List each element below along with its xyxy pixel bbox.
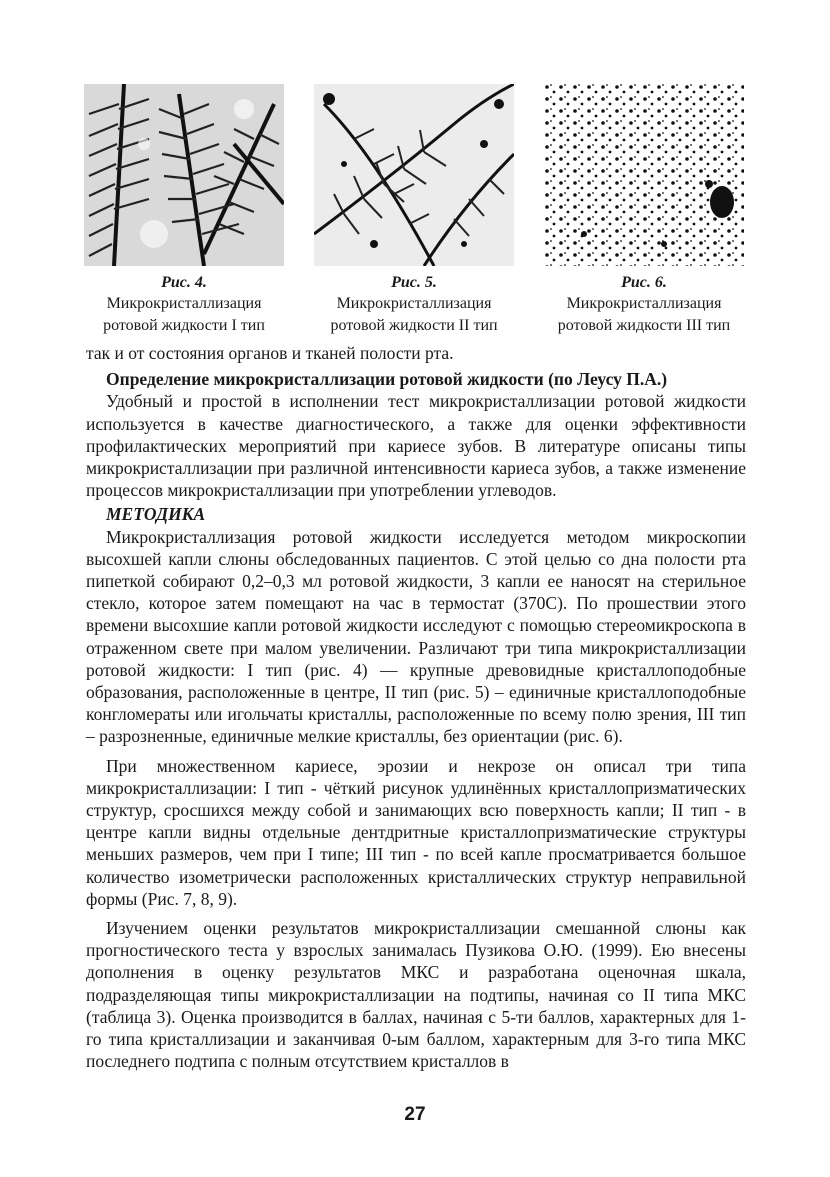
- figure-caption-line: ротовой жидкости I тип: [103, 317, 265, 334]
- continuation-line: так и от состояния органов и тканей полости рта.: [86, 343, 454, 363]
- microcrystallization-type-3-image: [544, 84, 744, 266]
- paragraph: Микрокристаллизация ротовой жидкости исследуется методом микроскопии высохшей капли слюны обследованных пациентов. С этой целью со дна полости рта пипеткой собирают 0,2–0,3 мл ротовой жидкости, 3 капли ее наносят на стерильное стекло, которое затем помещают на час в термостат (370С). По прошествии этого времени высохшие капли ротовой жидкости исследуют с помощью стереомикроскопа в отраженном свете при малом увеличении. Различают три типа микрокристаллизации ротовой жидкости: I тип (рис. 4) — крупные древовидные кристаллоподобные образования, расположенные в центре, II тип (рис. 5) – единичные кристаллоподобные конгломераты или игольчаты кристаллы, расположенные по всему полю зрения, III тип – разрозненные, единичные мелкие кристаллы, без ориентации (рис. 6).: [86, 526, 746, 747]
- microcrystallization-type-2-image: [314, 84, 514, 266]
- section-heading: Определение микрокристаллизации ротовой жидкости (по Леусу П.А.): [106, 369, 668, 390]
- body-text: [86, 342, 746, 1073]
- figure-caption-line: Микрокристаллизация: [106, 295, 262, 312]
- method-heading: МЕТОДИКА: [106, 504, 206, 525]
- figure-number: Рис. 5.: [391, 274, 437, 291]
- figure-caption-line: ротовой жидкости II тип: [330, 317, 498, 334]
- page-number: 27: [404, 1104, 426, 1125]
- paragraph: При множественном кариесе, эрозии и некрозе он описал три типа микрокристаллизации: I тип - чёткий рисунок удлинённых кристаллопризматических структур, сросшихся между собой и занимающих всю поверхность капли; II тип - в центре капли видны отдельные дентдритные кристаллопризматические структуры меньших размеров, чем при I типе; III тип - по всей капле просматривается большое количество изометрически расположенных кристаллических структур неправильной формы (Рис. 7, 8, 9).: [86, 755, 746, 909]
- figures-row: [84, 84, 744, 336]
- figure-4: [84, 84, 284, 337]
- figure-5: [314, 84, 514, 337]
- microcrystallization-type-1-image: [84, 84, 284, 266]
- figure-caption-line: Микрокристаллизация: [336, 295, 492, 312]
- figure-6: [544, 84, 744, 337]
- paragraph: Удобный и простой в исполнении тест микрокристаллизации ротовой жидкости используется в качестве диагностического, а также для оценки эффективности профилактических мероприятий при кариесе зубов. В литературе описаны типы микрокристаллизации при различной интенсивности кариеса зубов, а также изменение процессов микрокристаллизации при употреблении углеводов.: [86, 391, 746, 501]
- paragraph: Изучением оценки результатов микрокристаллизации смешанной слюны как прогностического теста у взрослых занималась Пузикова О.Ю. (1999). Ею внесены дополнения в оценку результатов МКС и разработана оценочная шкала, подразделяющая типы микрокристаллизации на подтипы, начиная со II типа МКС (таблица 3). Оценка производится в баллах, начиная с 5-ти баллов, характерных для 1-го типа кристаллизации и заканчивая 0-ым баллом, характерным для 3-го типа МКС последнего подтипа с полным отсутствием кристаллов в: [86, 918, 746, 1072]
- figure-caption-line: ротовой жидкости III тип: [557, 317, 731, 334]
- figure-number: Рис. 4.: [161, 274, 207, 291]
- figure-number: Рис. 6.: [621, 274, 667, 291]
- figure-caption-line: Микрокристаллизация: [566, 295, 722, 312]
